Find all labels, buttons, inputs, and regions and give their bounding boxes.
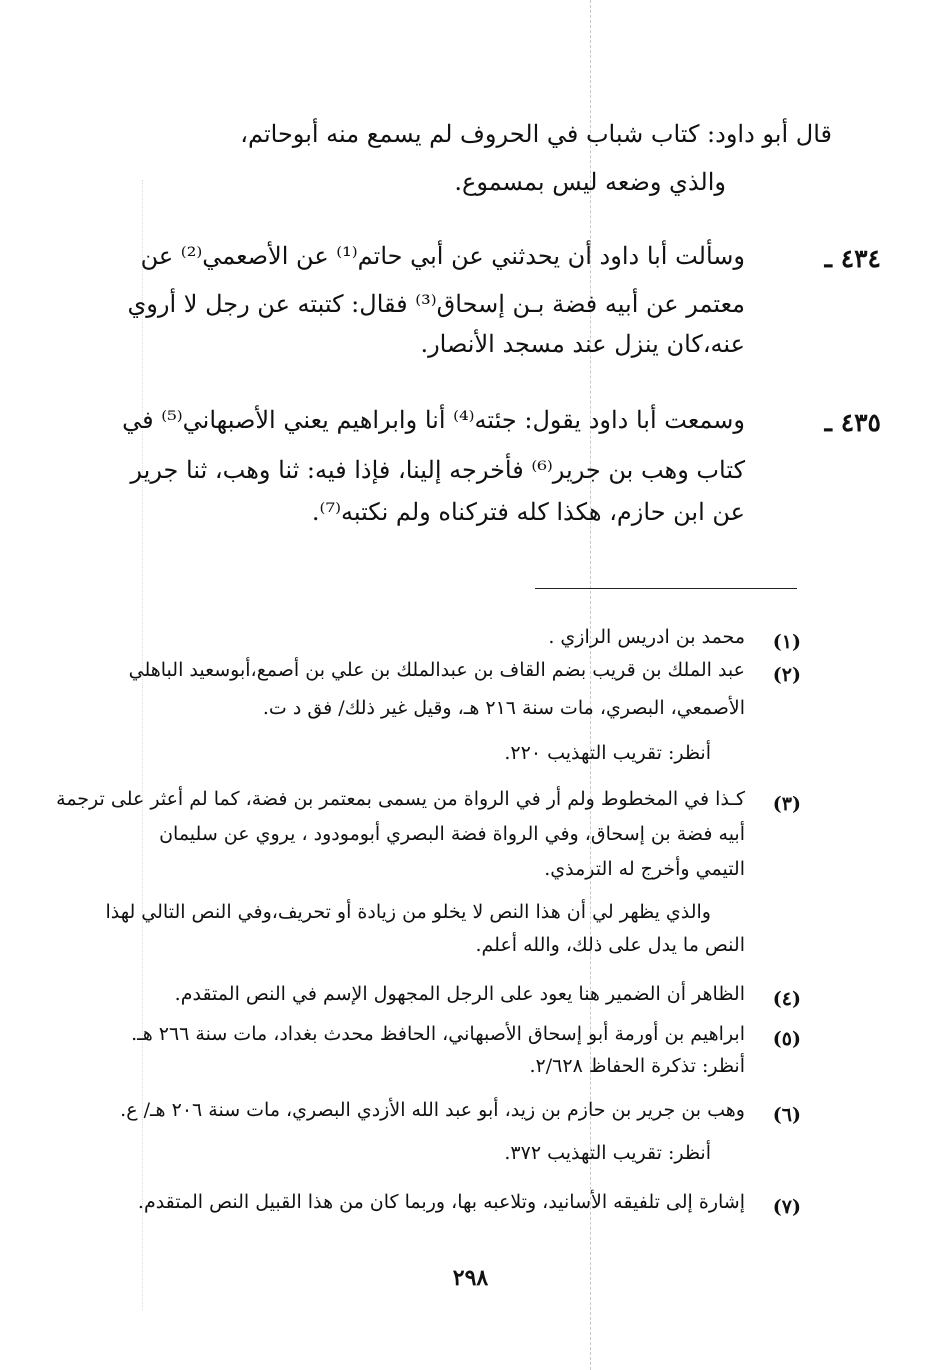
footnote-text-line: إشارة إلى تلفيقه الأسانيد، وتلاعبه بها، وربما كان من هذا القبيل النص المتقدم. xyxy=(137,1191,745,1213)
footnote-text-line: والذي يظهر لي أن هذا النص لا يخلو من زيادة أو تحريف،وفي النص التالي لهذا xyxy=(105,901,711,923)
intro-line: قال أبو داود: كتاب شباب في الحروف لم يسمع منه أبوحاتم، xyxy=(240,120,832,148)
footnote-number: (٣) xyxy=(772,793,801,815)
page-scan-line xyxy=(142,180,143,1310)
intro-line: والذي وضعه ليس بمسموع. xyxy=(454,168,726,196)
entry-text-line: عنه،كان ينزل عند مسجد الأنصار. xyxy=(420,330,745,358)
footnote-text-line: الظاهر أن الضمير هنا يعود على الرجل المجهول الإسم في النص المتقدم. xyxy=(174,983,745,1005)
footnote-text-line: أبيه فضة بن إسحاق، وفي الرواة فضة البصري أبومودود ، يروي عن سليمان xyxy=(159,823,745,845)
footnote-text-line: كـذا في المخطوط ولم أر في الرواة من يسمى بمعتمر بن فضة، كما لم أعثر على ترجمة xyxy=(56,788,745,810)
footnote-text-line: النص ما يدل على ذلك، والله أعلم. xyxy=(475,934,745,956)
footnote-text-line: ابراهيم بن أورمة أبو إسحاق الأصبهاني، الحافظ محدث بغداد، مات سنة ٢٦٦ هـ. xyxy=(131,1023,745,1045)
entry-number: ٤٣٥ ـ xyxy=(824,408,881,437)
footnote-text-line: عبد الملك بن قريب بضم القاف بن عبدالملك بن علي بن أصمع،أبوسعيد الباهلي xyxy=(128,659,745,681)
entry-number: ٤٣٤ ـ xyxy=(824,244,881,273)
footnote-separator xyxy=(535,588,797,589)
page-number: ٢٩٨ xyxy=(452,1265,489,1291)
entry-text-line: وسألت أبا داود أن يحدثني عن أبي حاتم⁽¹⁾ عن الأصعمي⁽²⁾ عن xyxy=(140,242,745,270)
footnote-text-line: التيمي وأخرج له الترمذي. xyxy=(544,858,745,880)
footnote-text-line: الأصمعي، البصري، مات سنة ٢١٦ هـ، وقيل غير ذلك/ فق د ت. xyxy=(262,697,745,719)
footnote-text-line: أنظر: تقريب التهذيب ٢٢٠. xyxy=(504,742,711,764)
footnote-text-line: محمد بن ادريس الرازي . xyxy=(548,626,745,648)
footnote-number: (٢) xyxy=(772,664,801,686)
entry-text-line: معتمر عن أبيه فضة بـن إسحاق⁽³⁾ فقال: كتبته عن رجل لا أروي xyxy=(127,290,745,318)
entry-text-line: عن ابن حازم، هكذا كله فتركناه ولم نكتبه⁽⁷⁾. xyxy=(311,498,745,526)
footnote-number: (٤) xyxy=(772,988,801,1010)
entry-text-line: وسمعت أبا داود يقول: جئته⁽⁴⁾ أنا وابراهيم يعني الأصبهاني⁽⁵⁾ في xyxy=(122,406,745,434)
page-gutter-line xyxy=(590,0,591,1370)
footnote-text-line: وهب بن جرير بن حازم بن زيد، أبو عبد الله الأزدي البصري، مات سنة ٢٠٦ هـ/ ع. xyxy=(120,1099,745,1121)
footnote-number: (٧) xyxy=(772,1196,801,1218)
footnote-number: (١) xyxy=(772,631,801,653)
footnote-text-line: أنظر: تذكرة الحفاظ ٢/٦٢٨. xyxy=(529,1055,745,1077)
footnote-number: (٥) xyxy=(772,1028,801,1050)
footnote-text-line: أنظر: تقريب التهذيب ٣٧٢. xyxy=(504,1142,711,1164)
footnote-number: (٦) xyxy=(772,1104,801,1126)
entry-text-line: كتاب وهب بن جرير⁽⁶⁾ فأخرجه إلينا، فإذا فيه: ثنا وهب، ثنا جرير xyxy=(130,456,745,484)
